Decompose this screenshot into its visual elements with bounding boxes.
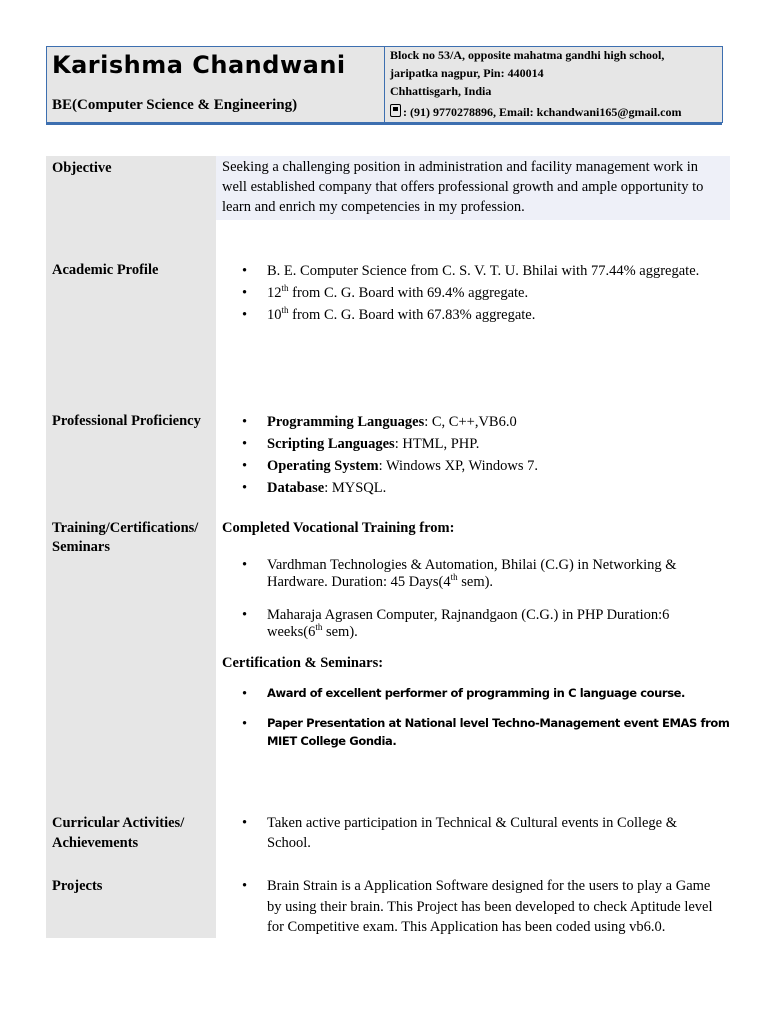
phone-icon <box>390 104 401 117</box>
projects-label: Projects <box>52 878 103 894</box>
address-line-2: jaripatka nagpur, Pin: 440014 <box>390 66 544 80</box>
certification-item-1: Award of excellent performer of programming in C language course. <box>267 686 686 700</box>
bullet: • <box>242 686 248 702</box>
bullet: • <box>242 607 248 623</box>
proficiency-item: Scripting Languages: HTML, PHP. <box>267 436 480 452</box>
bullet: • <box>242 263 248 279</box>
curricular-label-2: Achievements <box>52 835 139 851</box>
objective-line-2: well established company that offers professional growth and ample opportunity to <box>222 179 704 195</box>
curricular-label-1: Curricular Activities/ <box>52 815 185 831</box>
bullet: • <box>242 716 248 732</box>
bullet: • <box>242 480 248 496</box>
objective-line-1: Seeking a challenging position in administration and facility management work in <box>222 159 698 175</box>
bullet: • <box>242 414 248 430</box>
proficiency-item: Database: MYSQL. <box>267 480 387 496</box>
curricular-item-line-1: Taken active participation in Technical & Cultural events in College & <box>267 815 678 831</box>
project-line-1: Brain Strain is a Application Software designed for the users to play a Game <box>267 878 711 894</box>
training-label-2: Seminars <box>52 539 110 555</box>
academic-label: Academic Profile <box>52 262 159 278</box>
training-item-2-line-1: Maharaja Agrasen Computer, Rajnandgaon (C.G.) in PHP Duration:6 <box>267 607 670 623</box>
training-heading: Completed Vocational Training from: <box>222 520 455 536</box>
training-label-1: Training/Certifications/ <box>52 520 199 536</box>
header-divider <box>46 122 722 125</box>
project-line-3: for Competitive exam. This Application has been coded using vb6.0. <box>267 919 666 935</box>
certification-item-2-line-1: Paper Presentation at National level Techno-Management event EMAS from <box>267 716 730 730</box>
contact-line <box>390 104 682 120</box>
candidate-degree: BE(Computer Science & Engineering) <box>52 97 298 113</box>
certification-item-2-line-2: MIET College Gondia. <box>267 734 397 748</box>
certification-heading: Certification & Seminars: <box>222 655 384 671</box>
training-item-1-line-2: Hardware. Duration: 45 Days(4th sem). <box>267 572 494 590</box>
bullet: • <box>242 878 248 894</box>
bullet: • <box>242 815 248 831</box>
proficiency-label: Professional Proficiency <box>52 413 201 429</box>
academic-item-2: 12th from C. G. Board with 69.4% aggregate. <box>267 283 529 301</box>
bullet: • <box>242 458 248 474</box>
project-line-2: by using their brain. This Project has been developed to check Aptitude level <box>267 899 713 915</box>
address-line-3: Chhattisgarh, India <box>390 84 492 98</box>
contact-text: : (91) 9770278896, Email: kchandwani165@gmail.com <box>403 105 682 119</box>
objective-label: Objective <box>52 160 112 176</box>
academic-item-1: B. E. Computer Science from C. S. V. T. U. Bhilai with 77.44% aggregate. <box>267 263 700 279</box>
bullet: • <box>242 307 248 323</box>
training-item-1-line-1: Vardhman Technologies & Automation, Bhilai (C.G) in Networking & <box>267 557 677 573</box>
address-line-1: Block no 53/A, opposite mahatma gandhi high school, <box>390 48 665 62</box>
bullet: • <box>242 557 248 573</box>
candidate-name: Karishma Chandwani <box>52 51 346 79</box>
objective-line-3: learn and enrich my competencies in my profession. <box>222 199 525 215</box>
bullet: • <box>242 436 248 452</box>
proficiency-item: Programming Languages: C, C++,VB6.0 <box>267 414 517 430</box>
proficiency-item: Operating System: Windows XP, Windows 7. <box>267 458 538 474</box>
bullet: • <box>242 285 248 301</box>
academic-item-3: 10th from C. G. Board with 67.83% aggregate. <box>267 305 536 323</box>
training-item-2-line-2: weeks(6th sem). <box>267 622 358 640</box>
curricular-item-line-2: School. <box>267 835 311 851</box>
